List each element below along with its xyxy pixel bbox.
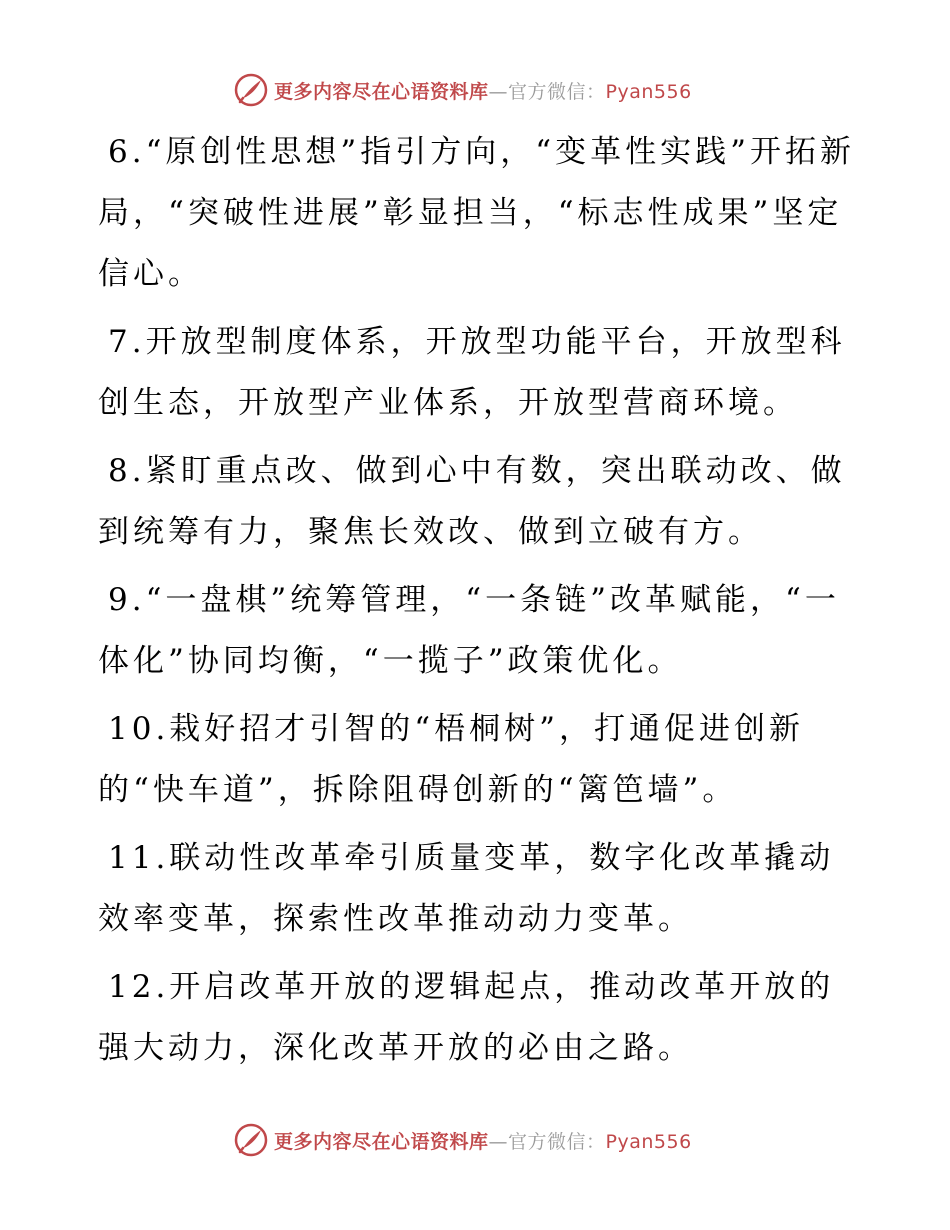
- list-item-7: 7.开放型制度体系，开放型功能平台，开放型科创生态，开放型产业体系，开放型营商环境。: [98, 324, 846, 421]
- banner-separator: —: [488, 80, 509, 103]
- list-item-8: 8.紧盯重点改、做到心中有数，突出联动改、做到统筹有力，聚焦长效改、做到立破有方。: [98, 453, 846, 550]
- banner-text: [274, 77, 692, 104]
- banner-site-text: 更多内容尽在心语资料库: [274, 80, 489, 103]
- banner-wechat-label: 官方微信：: [508, 80, 606, 103]
- list-item-9: 9.“一盘棋”统筹管理，“一条链”改革赋能，“一体化”协同均衡，“一揽子”政策优化。: [98, 582, 840, 679]
- list-item-11: 11.联动性改革牵引质量变革，数字化改革撬动效率变革，探索性改革推动动力变革。: [98, 840, 835, 937]
- banner-site-text: 更多内容尽在心语资料库: [274, 1130, 489, 1153]
- list-item-6: 6.“原创性思想”指引方向，“变革性实践”开拓新局，“突破性进展”彰显担当，“标志性成果”坚定信心。: [98, 134, 855, 292]
- banner-separator: —: [488, 1130, 509, 1153]
- banner-wechat-id: Pyan556: [605, 1130, 692, 1153]
- quill-pen-logo-icon: [234, 1123, 268, 1157]
- banner-wechat-id: Pyan556: [605, 80, 692, 103]
- banner-wechat-label: 官方微信：: [508, 1130, 606, 1153]
- document-body: [98, 122, 858, 1086]
- list-item-10: 10.栽好招才引智的“梧桐树”，打通促进创新的“快车道”，拆除阻碍创新的“篱笆墙”。: [98, 711, 804, 808]
- quill-pen-logo-icon: [234, 73, 268, 107]
- footer-banner: [234, 1122, 714, 1158]
- list-item-12: 12.开启改革开放的逻辑起点，推动改革开放的强大动力，深化改革开放的必由之路。: [98, 969, 835, 1066]
- header-banner: [234, 72, 714, 108]
- banner-text: [274, 1127, 692, 1154]
